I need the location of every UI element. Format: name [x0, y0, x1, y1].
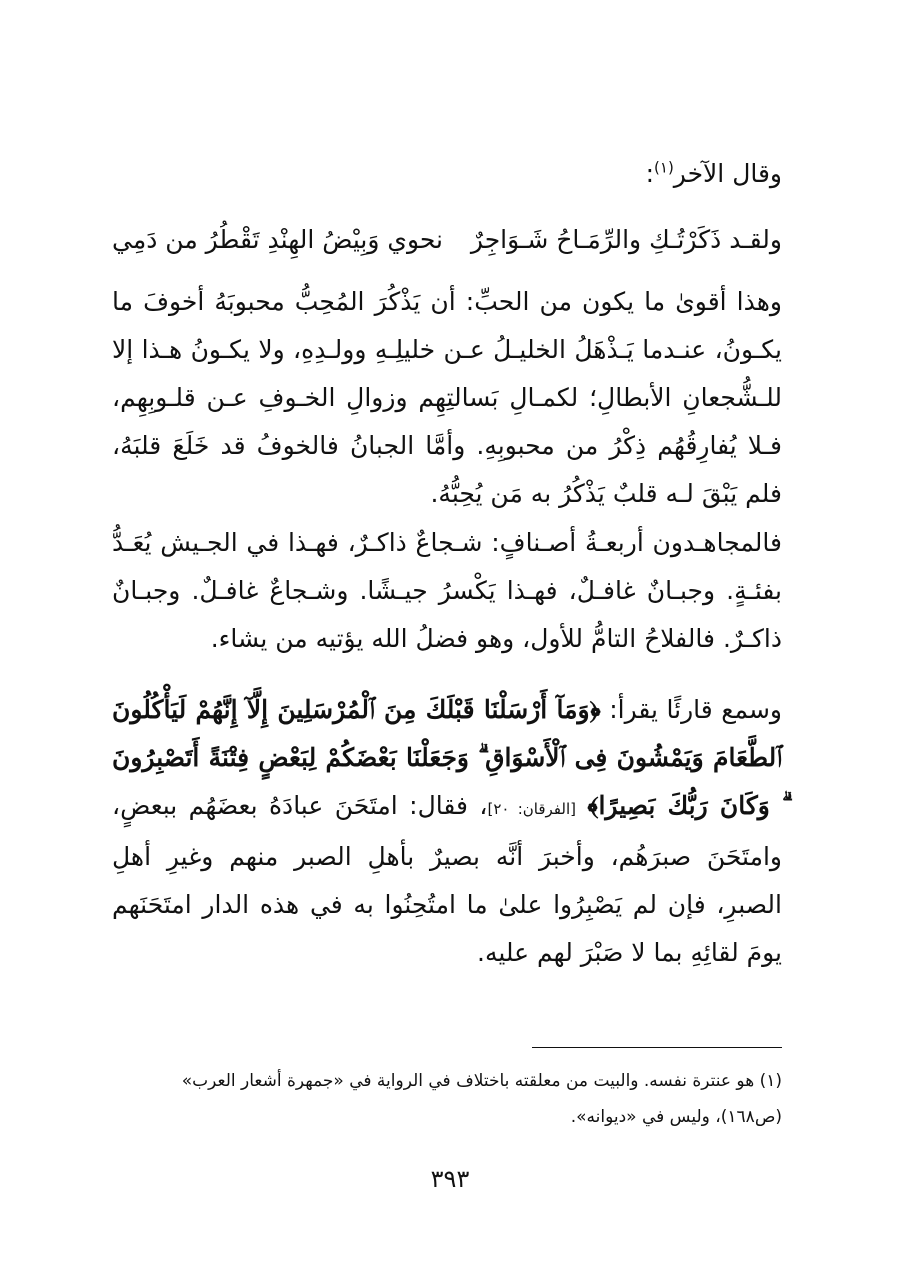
footnote-divider	[532, 1047, 782, 1048]
paragraph-3	[112, 686, 782, 977]
heading-colon: :	[645, 159, 655, 188]
quran-verse: ﴿وَمَآ أَرْسَلْنَا قَبْلَكَ مِنَ ٱلْمُرْسَلِينَ إِلَّآ إِنَّهُمْ لَيَأْكُلُونَ ٱلطَّعَامَ وَيَمْشُونَ فِى ٱلْأَسْوَاقِ ۗ وَجَعَلْنَا بَعْضَكُمْ لِبَعْضٍ فِتْنَةً أَتَصْبِرُونَ ۗ وَكَانَ رَبُّكَ بَصِيرًا﴾	[112, 695, 782, 820]
paragraph-3-continuation: ، فقال: امتَحَنَ عبادَهُ بعضَهُم ببعضٍ، وامتَحَنَ صبرَهُم، وأخبرَ أنَّه بصيرٌ بأهلِ الصبر منهم وغيرِ أهلِ الصبرِ، فإن لم يَصْبِرُوا علىٰ ما امتُحِنُوا به في هذه الدار امتَحَنَهم يومَ لقائِهِ بما لا صَبْرَ لهم عليه.	[112, 791, 782, 967]
poetry-verse	[112, 216, 782, 264]
footnote-marker: (١)	[759, 1071, 782, 1091]
paragraph-3-intro: وسمع قارئًا يقرأ:	[609, 695, 783, 724]
heading-text: وقال الآخر	[673, 159, 782, 188]
footnote	[112, 1063, 782, 1135]
paragraph-1: وهذا أقوىٰ ما يكون من الحبِّ: أن يَذْكُرَ المُحِبُّ محبوبَهُ أخوفَ ما يكـونُ، عنـدما يَـذْهَلُ الخليـلُ عـن خليلِـهِ وولـدِهِ، ولا يكـونُ هـذا إلا للـشُّجعانِ الأبطالِ؛ لكمـالِ بَسالتِهِم وزوالِ الخـوفِ عـن قلـوبِهِم، فـلا يُفارِقُهُم ذِكْرُ من محبوبِهِ. وأمَّا الجبانُ فالخوفُ قد خَلَعَ قلبَهُ، فلم يَبْقَ لـه قلبٌ يَذْكُرُ به مَن يُحِبُّهُ.	[112, 287, 782, 508]
quran-reference: [الفرقان: ٢٠]	[487, 800, 576, 818]
section-heading	[646, 150, 782, 198]
page-number: ٣٩٣	[430, 1165, 470, 1193]
verse-first-hemistich: ولقـد ذَكَرْتُـكِ والرِّمَـاحُ شَـوَاجِرٌ	[470, 225, 782, 254]
paragraph-2: فالمجاهـدون أربعـةُ أصـنافٍ: شـجاعٌ ذاكـرٌ، فهـذا في الجـيش يُعَـدُّ بفئـةٍ. وجبـانٌ غافـلٌ، فهـذا يَكْسرُ جيـشًا. وشـجاعٌ غافـلٌ. وجبـانٌ ذاكـرٌ. فالفلاحُ التامُّ للأول، وهو فضلُ الله يؤتيه من يشاء.	[112, 528, 782, 653]
footnote-text: هو عنترة نفسه. والبيت من معلقته باختلاف في الرواية في «جمهرة أشعار العرب» (ص١٦٨)، وليس في «ديوانه».	[181, 1071, 782, 1127]
footnote-reference[interactable]: (١)	[654, 158, 674, 177]
verse-second-hemistich: نحوي وَبِيْضُ الهِنْدِ تَقْطُرُ من دَمِي	[112, 225, 443, 254]
